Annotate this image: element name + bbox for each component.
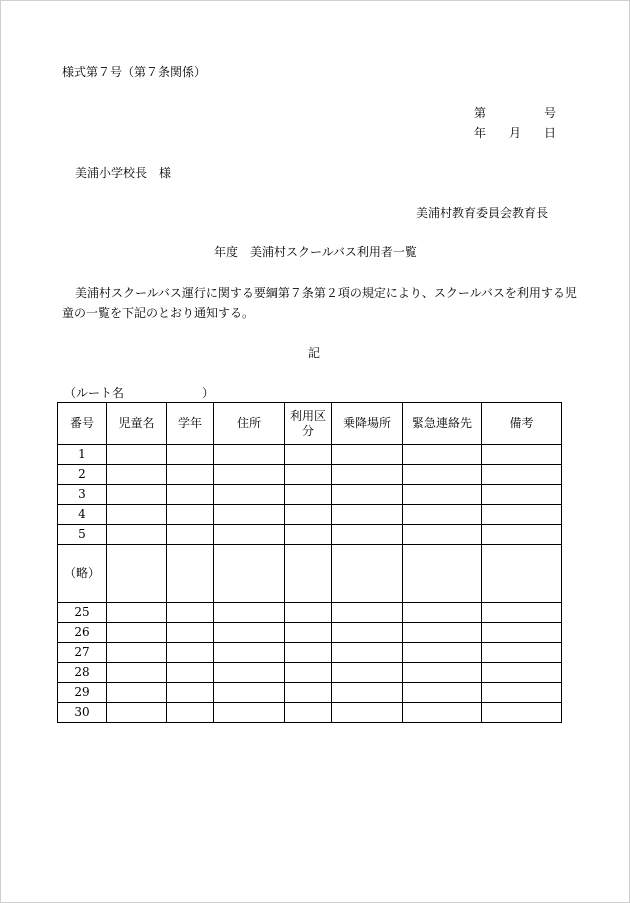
cell-grade: [167, 445, 214, 465]
cell-usage-category: [285, 683, 332, 703]
cell-usage-category: [285, 445, 332, 465]
table-row: [58, 485, 562, 505]
cell-remarks: [482, 663, 562, 683]
doc-number-suffix: 号: [544, 106, 557, 120]
cell-remarks: [482, 683, 562, 703]
table-row: [58, 505, 562, 525]
header-number: 番号: [58, 403, 107, 445]
header-stop: 乗降場所: [332, 403, 403, 445]
cell-child-name: [107, 643, 167, 663]
document-title: 年度 美浦村スクールバス利用者一覧: [214, 245, 417, 259]
date-month-label: 月: [509, 126, 522, 140]
cell-grade: [167, 703, 214, 723]
cell-address: [214, 525, 285, 545]
bus-user-table: [57, 402, 562, 723]
cell-usage-category: [285, 603, 332, 623]
cell-child-name: [107, 485, 167, 505]
row-number: 29: [58, 683, 107, 703]
cell-remarks: [482, 485, 562, 505]
cell-child-name: [107, 683, 167, 703]
cell-stop: [332, 623, 403, 643]
table-header-row: [58, 403, 562, 445]
cell-emergency-contact: [403, 485, 482, 505]
row-number: 4: [58, 505, 107, 525]
cell-stop: [332, 643, 403, 663]
table-row: [58, 525, 562, 545]
cell-emergency-contact: [403, 525, 482, 545]
header-usage-line-2: 分: [301, 423, 314, 438]
cell-usage-category: [285, 465, 332, 485]
form-number: 様式第７号（第７条関係）: [62, 65, 207, 79]
table-row: [58, 465, 562, 485]
cell-usage-category: [285, 505, 332, 525]
cell-stop: [332, 545, 403, 603]
cell-grade: [167, 663, 214, 683]
cell-remarks: [482, 703, 562, 723]
table-row: [58, 445, 562, 465]
cell-remarks: [482, 643, 562, 663]
table-row: [58, 663, 562, 683]
header-usage-category: [285, 403, 332, 445]
cell-remarks: [482, 505, 562, 525]
cell-stop: [332, 663, 403, 683]
cell-emergency-contact: [403, 643, 482, 663]
doc-number-prefix: 第: [474, 106, 487, 120]
cell-grade: [167, 525, 214, 545]
cell-usage-category: [285, 485, 332, 505]
ki-heading: 記: [308, 346, 321, 360]
cell-address: [214, 445, 285, 465]
cell-address: [214, 465, 285, 485]
cell-usage-category: [285, 623, 332, 643]
cell-emergency-contact: [403, 545, 482, 603]
cell-address: [214, 545, 285, 603]
cell-usage-category: [285, 703, 332, 723]
cell-remarks: [482, 603, 562, 623]
cell-remarks: [482, 445, 562, 465]
cell-emergency-contact: [403, 683, 482, 703]
header-address: 住所: [214, 403, 285, 445]
cell-stop: [332, 485, 403, 505]
cell-address: [214, 703, 285, 723]
cell-child-name: [107, 505, 167, 525]
date-year-label: 年: [474, 126, 487, 140]
table-row: [58, 623, 562, 643]
cell-grade: [167, 643, 214, 663]
cell-child-name: [107, 445, 167, 465]
table-row: [58, 683, 562, 703]
cell-emergency-contact: [403, 465, 482, 485]
date-day-label: 日: [544, 126, 557, 140]
cell-emergency-contact: [403, 703, 482, 723]
cell-address: [214, 663, 285, 683]
route-name-label: （ルート名: [64, 386, 125, 400]
cell-usage-category: [285, 525, 332, 545]
table-row-omitted: [58, 545, 562, 603]
table-row: [58, 703, 562, 723]
cell-stop: [332, 603, 403, 623]
cell-grade: [167, 603, 214, 623]
cell-child-name: [107, 603, 167, 623]
cell-address: [214, 505, 285, 525]
cell-child-name: [107, 545, 167, 603]
cell-usage-category: [285, 663, 332, 683]
header-child-name: 児童名: [107, 403, 167, 445]
cell-grade: [167, 485, 214, 505]
table-row: [58, 603, 562, 623]
cell-remarks: [482, 545, 562, 603]
cell-grade: [167, 465, 214, 485]
cell-remarks: [482, 525, 562, 545]
cell-grade: [167, 545, 214, 603]
cell-address: [214, 603, 285, 623]
cell-address: [214, 683, 285, 703]
cell-emergency-contact: [403, 445, 482, 465]
header-grade: 学年: [167, 403, 214, 445]
cell-address: [214, 643, 285, 663]
cell-stop: [332, 505, 403, 525]
cell-child-name: [107, 703, 167, 723]
cell-address: [214, 623, 285, 643]
sender: 美浦村教育委員会教育長: [416, 206, 549, 220]
cell-grade: [167, 683, 214, 703]
cell-remarks: [482, 465, 562, 485]
header-remarks: 備考: [482, 403, 562, 445]
cell-stop: [332, 683, 403, 703]
cell-grade: [167, 623, 214, 643]
cell-usage-category: [285, 643, 332, 663]
cell-child-name: [107, 623, 167, 643]
cell-remarks: [482, 623, 562, 643]
row-number: 2: [58, 465, 107, 485]
row-number: 3: [58, 485, 107, 505]
cell-stop: [332, 703, 403, 723]
cell-emergency-contact: [403, 603, 482, 623]
body-text-line-2: 童の一覧を下記のとおり通知する。: [62, 306, 255, 320]
cell-usage-category: [285, 545, 332, 603]
cell-emergency-contact: [403, 505, 482, 525]
row-number: 27: [58, 643, 107, 663]
header-emergency-contact: 緊急連絡先: [403, 403, 482, 445]
cell-stop: [332, 445, 403, 465]
row-number: 25: [58, 603, 107, 623]
body-text-line-1: 美浦村スクールバス運行に関する要綱第７条第２項の規定により、スクールバスを利用する児: [75, 286, 577, 300]
row-number: 30: [58, 703, 107, 723]
cell-child-name: [107, 663, 167, 683]
cell-stop: [332, 465, 403, 485]
omitted-marker: （略）: [58, 545, 107, 603]
addressee: 美浦小学校長 様: [75, 166, 172, 180]
cell-child-name: [107, 525, 167, 545]
cell-stop: [332, 525, 403, 545]
row-number: 26: [58, 623, 107, 643]
row-number: 5: [58, 525, 107, 545]
cell-grade: [167, 505, 214, 525]
row-number: 28: [58, 663, 107, 683]
table-row: [58, 643, 562, 663]
route-name-close: ）: [202, 386, 215, 400]
cell-child-name: [107, 465, 167, 485]
cell-address: [214, 485, 285, 505]
cell-emergency-contact: [403, 623, 482, 643]
cell-emergency-contact: [403, 663, 482, 683]
header-usage-line-1: 利用区: [289, 408, 326, 423]
row-number: 1: [58, 445, 107, 465]
